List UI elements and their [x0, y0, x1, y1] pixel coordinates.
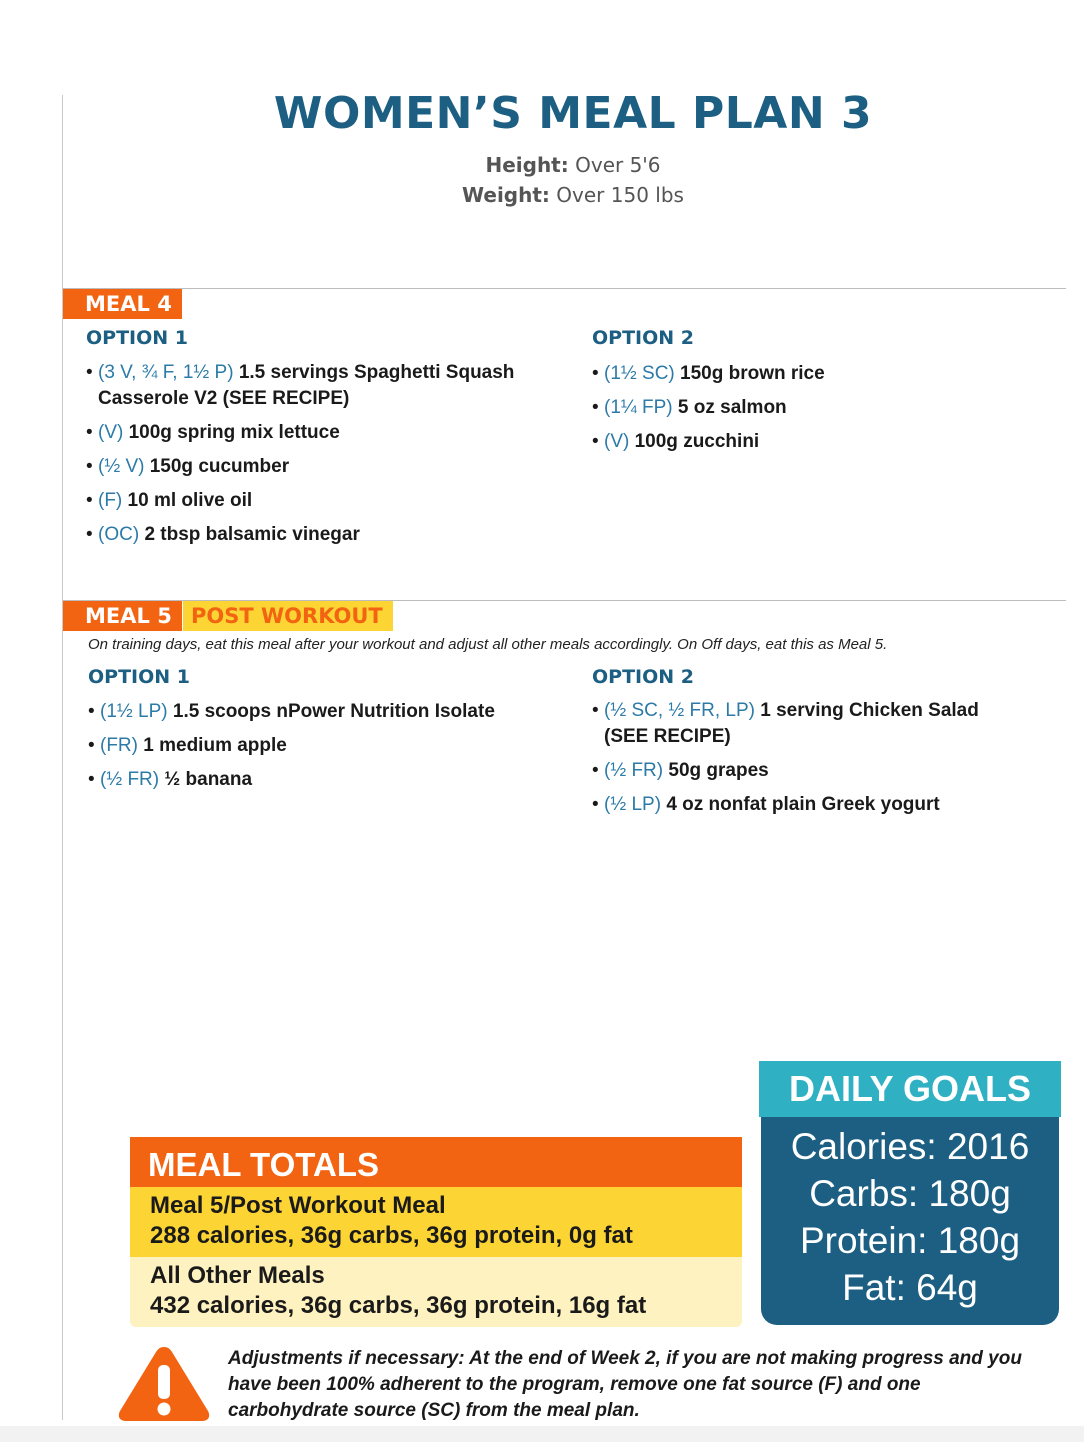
meal4-tag: MEAL 4	[63, 289, 182, 319]
page-title: WOMEN’S MEAL PLAN 3	[273, 88, 873, 139]
section-divider	[62, 288, 1066, 289]
meal5-subtag: POST WORKOUT	[183, 601, 393, 631]
goal-fat: Fat: 64g	[842, 1267, 978, 1308]
daily-goals-box	[759, 1061, 1061, 1325]
totals-row-other-meals	[130, 1257, 742, 1327]
food-item-text: 150g cucumber	[149, 456, 290, 477]
height-value: Over 5'6	[575, 153, 661, 177]
list-item	[592, 758, 1012, 784]
food-group-code: (½ FR)	[100, 769, 160, 790]
totals-row-post-workout	[130, 1187, 742, 1257]
list-item	[592, 698, 1012, 750]
totals-row1-title: Meal 5/Post Workout Meal	[150, 1192, 446, 1219]
list-item	[86, 522, 572, 548]
daily-goals-heading: DAILY GOALS	[759, 1061, 1061, 1117]
goal-carbs: Carbs: 180g	[809, 1173, 1011, 1214]
meal5-option1-title: OPTION 1	[88, 666, 190, 688]
meal5-option2-title: OPTION 2	[592, 666, 694, 688]
food-group-code: (OC)	[98, 524, 140, 545]
goal-calories: Calories: 2016	[790, 1126, 1030, 1167]
food-group-code: (½ FR)	[604, 760, 664, 781]
meal4-option2-title: OPTION 2	[592, 327, 694, 349]
food-item-text: 4 oz nonfat plain Greek yogurt	[666, 794, 940, 815]
warning-triangle-icon	[116, 1343, 212, 1423]
food-group-code: (FR)	[100, 735, 138, 756]
list-item	[592, 361, 1052, 387]
list-item	[86, 488, 572, 514]
list-item	[86, 454, 572, 480]
meal4-option1-title: OPTION 1	[86, 327, 188, 349]
list-item	[592, 395, 1052, 421]
meal5-option2-list	[592, 698, 1012, 826]
height-line	[62, 153, 1084, 177]
page-bottom-band	[0, 1426, 1084, 1442]
food-item-text: 150g brown rice	[680, 363, 825, 384]
meal5-note: On training days, eat this meal after your workout and adjust all other meals accordingly. On Off days, eat this as Meal 5.	[88, 636, 888, 653]
food-item-text: 1.5 scoops nPower Nutrition Isolate	[172, 701, 495, 722]
weight-line	[62, 183, 1084, 207]
list-item	[88, 699, 568, 725]
food-item-text: 1 serving Chicken Salad (SEE RECIPE)	[604, 700, 979, 747]
list-item	[88, 767, 568, 793]
food-group-code: (V)	[604, 431, 630, 452]
food-item-text: 100g zucchini	[634, 431, 760, 452]
food-group-code: (F)	[98, 490, 123, 511]
food-group-code: (1½ SC)	[604, 363, 675, 384]
adjustments-note: Adjustments if necessary: At the end of Week 2, if you are not making progress and you have been 100% adherent to the program, remove one fat source (F) and one carbohydrate source (SC) from the meal plan.	[228, 1348, 1022, 1421]
meal-totals-heading: MEAL TOTALS	[130, 1137, 742, 1187]
meal4-option1-list	[86, 360, 572, 556]
food-group-code: (3 V, ¾ F, 1½ P)	[98, 362, 234, 383]
list-item	[88, 733, 568, 759]
height-label: Height:	[485, 153, 569, 177]
list-item	[86, 360, 572, 412]
meal5-tag: MEAL 5	[63, 601, 182, 631]
food-item-text: 1.5 servings Spaghetti Squash Casserole V2 (SEE RECIPE)	[98, 362, 515, 409]
meal4-option2-list	[592, 361, 1052, 463]
food-group-code: (½ LP)	[604, 794, 662, 815]
food-group-code: (1½ LP)	[100, 701, 168, 722]
weight-value: Over 150 lbs	[556, 183, 684, 207]
list-item	[592, 429, 1052, 455]
food-item-text: ½ banana	[164, 769, 253, 790]
totals-row2-values: 432 calories, 36g carbs, 36g protein, 16g fat	[150, 1292, 647, 1319]
meal-totals-box	[130, 1137, 742, 1327]
daily-goals-body	[761, 1117, 1059, 1325]
meal5-option1-list	[88, 699, 568, 801]
food-group-code: (V)	[98, 422, 124, 443]
food-group-code: (½ SC, ½ FR, LP)	[604, 700, 755, 721]
goal-protein: Protein: 180g	[799, 1220, 1021, 1261]
food-item-text: 1 medium apple	[143, 735, 287, 756]
food-item-text: 10 ml olive oil	[127, 490, 253, 511]
food-group-code: (½ V)	[98, 456, 145, 477]
food-group-code: (1¼ FP)	[604, 397, 673, 418]
weight-label: Weight:	[462, 183, 550, 207]
list-item	[592, 792, 1012, 818]
food-item-text: 100g spring mix lettuce	[128, 422, 340, 443]
food-item-text: 2 tbsp balsamic vinegar	[144, 524, 360, 545]
totals-row1-values: 288 calories, 36g carbs, 36g protein, 0g fat	[150, 1222, 633, 1249]
food-item-text: 50g grapes	[668, 760, 769, 781]
food-item-text: 5 oz salmon	[677, 397, 787, 418]
list-item	[86, 420, 572, 446]
totals-row2-title: All Other Meals	[150, 1262, 325, 1289]
